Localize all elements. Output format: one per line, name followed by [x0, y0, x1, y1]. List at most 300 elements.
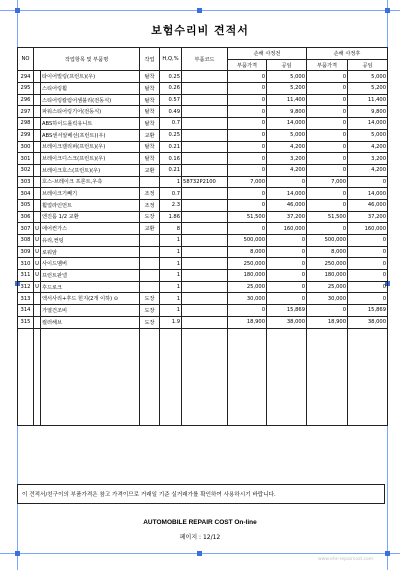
row-no: 298: [18, 118, 34, 130]
row-before-labor: 14,000: [267, 188, 307, 200]
row-work: 교환: [140, 164, 160, 176]
row-item: 에어컨가스: [41, 223, 140, 235]
row-work: 교환: [140, 129, 160, 141]
row-item: 가열건조비: [41, 305, 140, 317]
header-item: 작업항목 및 부품명: [34, 48, 140, 71]
row-item: 호스-브레이크 프론트,우측: [41, 176, 140, 188]
row-item: 프런트판넬: [41, 270, 140, 282]
empty-row: [18, 403, 388, 414]
watermark: www.ehs-repaircost.com: [318, 557, 374, 562]
row-before-labor: 0: [267, 270, 307, 282]
empty-cell: [267, 393, 307, 404]
row-work: 도장: [140, 293, 160, 305]
empty-cell: [41, 339, 140, 350]
row-item: 타이어빌링(프런트)(우): [41, 71, 140, 83]
row-hours: 1: [160, 270, 182, 282]
row-part-code: [182, 316, 228, 328]
row-no: 312: [18, 281, 34, 293]
row-after-part-price: 0: [307, 129, 348, 141]
table-row: [18, 258, 388, 270]
row-work: 탈착: [140, 94, 160, 106]
header-after-part-price: 부품가격: [307, 59, 348, 71]
row-after-part-price: 0: [307, 305, 348, 317]
row-before-labor: 3,200: [267, 153, 307, 165]
empty-cell: [228, 403, 267, 414]
empty-cell: [182, 371, 228, 382]
row-after-part-price: 0: [307, 71, 348, 83]
table-row: [18, 281, 388, 293]
empty-cell: [348, 382, 388, 393]
row-work: [140, 281, 160, 293]
row-after-part-price: 0: [307, 94, 348, 106]
disclaimer-note: 이 견적서/친구이의 부품가격은 참고 가격이므로 거래일 기준 실거래가를 확인하여 사용하시기 바랍니다.: [17, 484, 385, 504]
empty-cell: [140, 361, 160, 372]
row-flag: [34, 129, 41, 141]
row-item: 후드로크: [41, 281, 140, 293]
empty-cell: [18, 414, 34, 425]
row-part-code: [182, 164, 228, 176]
row-hours: 1.9: [160, 316, 182, 328]
row-before-part-price: 18,900: [228, 316, 267, 328]
table-row: [18, 94, 388, 106]
row-item: 브레이크캘리퍼(프런트)(우): [41, 141, 140, 153]
table-row: [18, 129, 388, 141]
empty-cell: [34, 350, 41, 361]
empty-cell: [228, 328, 267, 339]
row-after-part-price: 8,000: [307, 246, 348, 258]
table-row: [18, 199, 388, 211]
empty-cell: [228, 382, 267, 393]
empty-cell: [267, 414, 307, 425]
empty-cell: [228, 361, 267, 372]
empty-cell: [41, 414, 140, 425]
header-after-labor: 공임: [348, 59, 388, 71]
row-after-part-price: 0: [307, 153, 348, 165]
row-no: 299: [18, 129, 34, 141]
row-before-labor: 4,200: [267, 141, 307, 153]
resize-handle[interactable]: [385, 551, 390, 556]
row-no: 296: [18, 94, 34, 106]
row-flag: [34, 106, 41, 118]
row-after-part-price: 18,900: [307, 316, 348, 328]
empty-cell: [267, 361, 307, 372]
row-no: 295: [18, 83, 34, 95]
row-before-part-price: 0: [228, 153, 267, 165]
row-part-code: [182, 83, 228, 95]
row-after-labor: 5,000: [348, 129, 388, 141]
empty-cell: [34, 393, 41, 404]
row-work: 탈착: [140, 118, 160, 130]
empty-cell: [307, 328, 348, 339]
header-after: 손해 사정후: [307, 48, 388, 60]
row-before-part-price: 8,000: [228, 246, 267, 258]
row-after-part-price: 0: [307, 118, 348, 130]
row-after-labor: 3,200: [348, 153, 388, 165]
empty-row: [18, 371, 388, 382]
row-after-labor: 4,200: [348, 164, 388, 176]
row-no: 300: [18, 141, 34, 153]
table-row: [18, 106, 388, 118]
row-part-code: [182, 293, 228, 305]
row-after-part-price: 500,000: [307, 235, 348, 247]
row-item: 스티어링칼럼어셈블리(전동식): [41, 94, 140, 106]
empty-row: [18, 382, 388, 393]
row-work: [140, 176, 160, 188]
row-no: 311: [18, 270, 34, 282]
row-hours: 0.7: [160, 118, 182, 130]
row-before-labor: 5,000: [267, 129, 307, 141]
row-part-code: [182, 211, 228, 223]
row-after-labor: 160,000: [348, 223, 388, 235]
row-flag: [34, 316, 41, 328]
row-flag: [34, 94, 41, 106]
row-before-part-price: 7,000: [228, 176, 267, 188]
row-after-labor: 5,200: [348, 83, 388, 95]
empty-cell: [228, 350, 267, 361]
row-work: 도장: [140, 305, 160, 317]
header-work: 작업: [140, 48, 160, 71]
row-hours: 0.16: [160, 153, 182, 165]
row-no: 302: [18, 164, 34, 176]
row-part-code: [182, 305, 228, 317]
empty-cell: [34, 371, 41, 382]
row-hours: 8: [160, 223, 182, 235]
row-part-code: [182, 153, 228, 165]
table-row: [18, 211, 388, 223]
row-before-part-price: 0: [228, 71, 267, 83]
row-no: 309: [18, 246, 34, 258]
row-flag: [34, 188, 41, 200]
empty-cell: [160, 339, 182, 350]
resize-handle[interactable]: [15, 551, 20, 556]
empty-cell: [160, 361, 182, 372]
row-part-code: [182, 223, 228, 235]
table-row: [18, 164, 388, 176]
row-flag: [34, 164, 41, 176]
row-after-labor: 0: [348, 235, 388, 247]
empty-cell: [140, 414, 160, 425]
row-after-labor: 11,400: [348, 94, 388, 106]
row-after-part-price: 0: [307, 223, 348, 235]
empty-cell: [41, 361, 140, 372]
row-hours: 1: [160, 281, 182, 293]
row-after-part-price: 180,000: [307, 270, 348, 282]
empty-cell: [307, 371, 348, 382]
row-flag: [34, 305, 41, 317]
row-before-labor: 0: [267, 281, 307, 293]
row-hours: 2.3: [160, 199, 182, 211]
row-before-part-price: 0: [228, 118, 267, 130]
row-work: 탈착: [140, 153, 160, 165]
row-no: 297: [18, 106, 34, 118]
empty-cell: [34, 339, 41, 350]
row-work: 교환: [140, 223, 160, 235]
row-before-labor: 15,869: [267, 305, 307, 317]
row-flag: [34, 199, 41, 211]
empty-cell: [267, 339, 307, 350]
row-no: 315: [18, 316, 34, 328]
row-item: 로워암: [41, 246, 140, 258]
empty-cell: [182, 350, 228, 361]
row-before-labor: 4,200: [267, 164, 307, 176]
empty-cell: [228, 414, 267, 425]
row-part-code: [182, 106, 228, 118]
row-no: 306: [18, 211, 34, 223]
header-part-code: 부품코드: [182, 48, 228, 71]
row-flag: [34, 153, 41, 165]
row-after-part-price: 0: [307, 106, 348, 118]
row-flag: [34, 118, 41, 130]
table-row: [18, 118, 388, 130]
empty-cell: [41, 328, 140, 339]
row-no: 308: [18, 235, 34, 247]
row-part-code: [182, 258, 228, 270]
row-after-labor: 0: [348, 293, 388, 305]
empty-cell: [140, 382, 160, 393]
resize-handle[interactable]: [197, 8, 202, 13]
table-row: [18, 223, 388, 235]
row-work: 도장: [140, 316, 160, 328]
empty-cell: [182, 361, 228, 372]
row-work: [140, 270, 160, 282]
empty-cell: [140, 393, 160, 404]
row-hours: 0.25: [160, 71, 182, 83]
row-part-code: [182, 270, 228, 282]
empty-cell: [348, 339, 388, 350]
empty-cell: [18, 328, 34, 339]
row-hours: 0.21: [160, 141, 182, 153]
empty-cell: [182, 382, 228, 393]
row-before-part-price: 0: [228, 141, 267, 153]
row-item: 휠얼라인먼트: [41, 199, 140, 211]
row-part-code: [182, 199, 228, 211]
header-hours: H,Q,%: [160, 48, 182, 71]
empty-cell: [267, 382, 307, 393]
row-before-labor: 37,200: [267, 211, 307, 223]
empty-cell: [348, 393, 388, 404]
row-flag: [34, 83, 41, 95]
row-before-labor: 0: [267, 246, 307, 258]
resize-handle[interactable]: [385, 8, 390, 13]
row-work: [140, 246, 160, 258]
row-before-part-price: 0: [228, 223, 267, 235]
empty-cell: [140, 339, 160, 350]
row-item: 사이드멤버: [41, 258, 140, 270]
row-before-part-price: 500,000: [228, 235, 267, 247]
empty-cell: [348, 361, 388, 372]
header-no: NO: [18, 48, 34, 71]
footer-title: AUTOMOBILE REPAIR COST On-line: [143, 519, 257, 526]
row-item: 엔진룸 1/2 교환: [41, 211, 140, 223]
empty-cell: [160, 371, 182, 382]
empty-cell: [307, 361, 348, 372]
empty-cell: [140, 403, 160, 414]
row-after-labor: 4,200: [348, 141, 388, 153]
row-no: 305: [18, 199, 34, 211]
empty-row: [18, 414, 388, 425]
empty-cell: [160, 403, 182, 414]
row-hours: 1: [160, 258, 182, 270]
row-item: 엑서사리+후드 힌지(2개 이하) ⊙: [41, 293, 140, 305]
row-after-part-price: 0: [307, 188, 348, 200]
empty-cell: [34, 382, 41, 393]
row-after-labor: 15,869: [348, 305, 388, 317]
row-flag: U: [34, 246, 41, 258]
row-no: 304: [18, 188, 34, 200]
row-work: 탈착: [140, 83, 160, 95]
row-hours: 1.86: [160, 211, 182, 223]
empty-cell: [182, 393, 228, 404]
row-hours: 0.26: [160, 83, 182, 95]
row-flag: [34, 211, 41, 223]
row-before-part-price: 25,000: [228, 281, 267, 293]
row-after-labor: 0: [348, 176, 388, 188]
row-part-code: [182, 71, 228, 83]
row-no: 310: [18, 258, 34, 270]
empty-cell: [18, 371, 34, 382]
row-before-part-price: 30,000: [228, 293, 267, 305]
header-before-labor: 공임: [267, 59, 307, 71]
row-before-labor: 0: [267, 235, 307, 247]
row-before-part-price: 0: [228, 83, 267, 95]
empty-cell: [18, 403, 34, 414]
row-part-code: [182, 188, 228, 200]
row-after-labor: 14,000: [348, 118, 388, 130]
row-after-part-price: 25,000: [307, 281, 348, 293]
empty-cell: [182, 403, 228, 414]
row-before-labor: 38,000: [267, 316, 307, 328]
row-work: [140, 235, 160, 247]
empty-cell: [160, 350, 182, 361]
empty-cell: [348, 403, 388, 414]
row-item: 스티어링휠: [41, 83, 140, 95]
row-hours: 1: [160, 305, 182, 317]
row-hours: 1: [160, 246, 182, 258]
empty-cell: [160, 328, 182, 339]
empty-cell: [41, 382, 140, 393]
table-row: [18, 153, 388, 165]
table-row: [18, 270, 388, 282]
empty-cell: [267, 328, 307, 339]
empty-row: [18, 339, 388, 350]
empty-cell: [228, 371, 267, 382]
row-after-part-price: 0: [307, 199, 348, 211]
row-part-code: [182, 118, 228, 130]
table-row: [18, 71, 388, 83]
row-work: 도장: [140, 211, 160, 223]
row-work: [140, 258, 160, 270]
row-after-labor: 0: [348, 281, 388, 293]
empty-cell: [228, 339, 267, 350]
empty-row: [18, 361, 388, 372]
row-no: 301: [18, 153, 34, 165]
row-work: 조정: [140, 188, 160, 200]
row-after-part-price: 0: [307, 141, 348, 153]
table-row: [18, 176, 388, 188]
row-item: 브레이크디스크(프런트)(우): [41, 153, 140, 165]
empty-cell: [34, 361, 41, 372]
row-work: 조정: [140, 199, 160, 211]
row-hours: 0.57: [160, 94, 182, 106]
row-before-labor: 11,400: [267, 94, 307, 106]
empty-cell: [182, 328, 228, 339]
empty-cell: [307, 350, 348, 361]
row-before-labor: 160,000: [267, 223, 307, 235]
row-before-labor: 0: [267, 258, 307, 270]
row-before-part-price: 250,000: [228, 258, 267, 270]
row-before-part-price: 0: [228, 199, 267, 211]
row-before-labor: 46,000: [267, 199, 307, 211]
table-row: [18, 141, 388, 153]
estimate-table: [17, 47, 388, 426]
empty-cell: [160, 393, 182, 404]
row-after-part-price: 0: [307, 164, 348, 176]
row-after-labor: 5,000: [348, 71, 388, 83]
empty-cell: [267, 350, 307, 361]
empty-cell: [140, 350, 160, 361]
row-after-labor: 37,200: [348, 211, 388, 223]
empty-row: [18, 393, 388, 404]
row-before-labor: 14,000: [267, 118, 307, 130]
empty-cell: [307, 393, 348, 404]
row-flag: U: [34, 270, 41, 282]
empty-cell: [34, 414, 41, 425]
row-after-part-price: 7,000: [307, 176, 348, 188]
row-item: 브레이크호스(프런트)(우): [41, 164, 140, 176]
row-part-code: [182, 94, 228, 106]
table-row: [18, 188, 388, 200]
empty-cell: [348, 350, 388, 361]
empty-cell: [307, 403, 348, 414]
row-hours: 0.49: [160, 106, 182, 118]
resize-handle[interactable]: [197, 551, 202, 556]
row-after-labor: 9,800: [348, 106, 388, 118]
empty-cell: [348, 371, 388, 382]
row-part-code: [182, 129, 228, 141]
row-no: 314: [18, 305, 34, 317]
empty-cell: [267, 371, 307, 382]
row-after-part-price: 30,000: [307, 293, 348, 305]
row-hours: 1: [160, 293, 182, 305]
row-before-part-price: 0: [228, 106, 267, 118]
table-row: [18, 235, 388, 247]
row-before-labor: 9,800: [267, 106, 307, 118]
empty-cell: [267, 403, 307, 414]
row-no: 313: [18, 293, 34, 305]
row-hours: 0.7: [160, 188, 182, 200]
row-item: 유리,썬팅: [41, 235, 140, 247]
empty-cell: [18, 393, 34, 404]
empty-cell: [307, 382, 348, 393]
empty-cell: [160, 414, 182, 425]
row-work: 탈착: [140, 106, 160, 118]
row-before-part-price: 180,000: [228, 270, 267, 282]
row-after-part-price: 51,500: [307, 211, 348, 223]
empty-row: [18, 328, 388, 339]
row-flag: [34, 293, 41, 305]
empty-cell: [307, 414, 348, 425]
row-no: 303: [18, 176, 34, 188]
table-row: [18, 83, 388, 95]
row-part-code: [182, 281, 228, 293]
row-flag: [34, 176, 41, 188]
empty-cell: [41, 371, 140, 382]
resize-handle[interactable]: [15, 8, 20, 13]
table-row: [18, 293, 388, 305]
row-after-part-price: 0: [307, 83, 348, 95]
row-after-part-price: 250,000: [307, 258, 348, 270]
empty-cell: [348, 414, 388, 425]
